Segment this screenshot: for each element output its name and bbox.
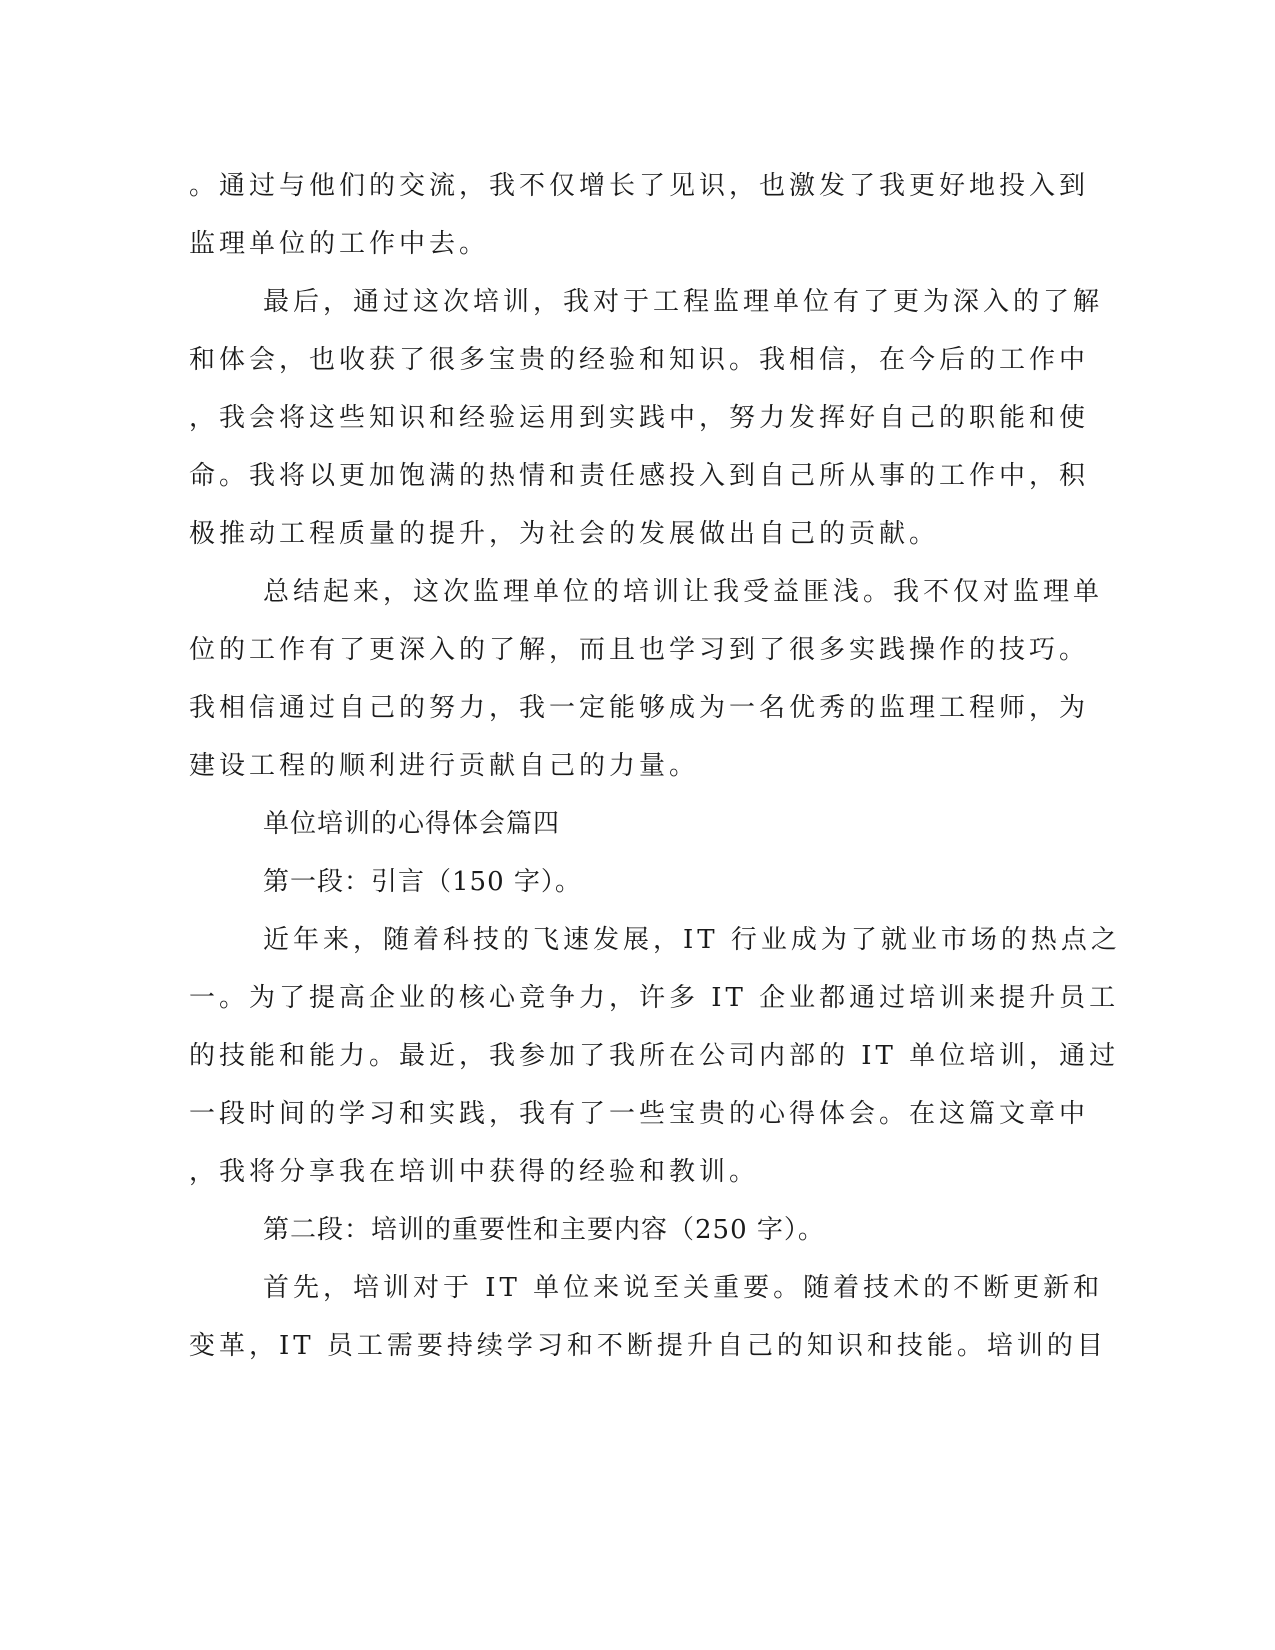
subsection-heading: 第一段：引言（150 字）。: [263, 867, 582, 897]
text-line: 极推动工程质量的提升，为社会的发展做出自己的贡献。: [189, 519, 940, 549]
text-line: 建设工程的顺利进行贡献自己的力量。: [189, 751, 700, 781]
paragraph-start-line: 最后，通过这次培训，我对于工程监理单位有了更为深入的了解: [263, 287, 1104, 317]
paragraph-start-line: 总结起来，这次监理单位的培训让我受益匪浅。我不仅对监理单: [263, 577, 1104, 607]
text-line: 的技能和能力。最近，我参加了我所在公司内部的 IT 单位培训，通过: [189, 1041, 1120, 1071]
text-line: 命。我将以更加饱满的热情和责任感投入到自己所从事的工作中，积: [189, 461, 1090, 491]
text-line: 位的工作有了更深入的了解，而且也学习到了很多实践操作的技巧。: [189, 635, 1090, 665]
text-line: ，我将分享我在培训中获得的经验和教训。: [189, 1157, 760, 1187]
text-line: 我相信通过自己的努力，我一定能够成为一名优秀的监理工程师，为: [189, 693, 1090, 723]
paragraph-start-line: 近年来，随着科技的飞速发展，IT 行业成为了就业市场的热点之: [263, 925, 1121, 955]
subsection-heading: 第二段：培训的重要性和主要内容（250 字）。: [263, 1215, 825, 1245]
text-line: 。通过与他们的交流，我不仅增长了见识，也激发了我更好地投入到: [189, 171, 1090, 201]
text-line: 变革，IT 员工需要持续学习和不断提升自己的知识和技能。培训的目: [189, 1331, 1107, 1361]
text-line: 监理单位的工作中去。: [189, 229, 490, 259]
text-line: 一段时间的学习和实践，我有了一些宝贵的心得体会。在这篇文章中: [189, 1099, 1090, 1129]
section-heading: 单位培训的心得体会篇四: [263, 809, 561, 839]
text-line: 和体会，也收获了很多宝贵的经验和知识。我相信，在今后的工作中: [189, 345, 1090, 375]
text-line: 一。为了提高企业的核心竞争力，许多 IT 企业都通过培训来提升员工: [189, 983, 1120, 1013]
paragraph-start-line: 首先，培训对于 IT 单位来说至关重要。随着技术的不断更新和: [263, 1273, 1104, 1303]
text-line: ，我会将这些知识和经验运用到实践中，努力发挥好自己的职能和使: [189, 403, 1090, 433]
